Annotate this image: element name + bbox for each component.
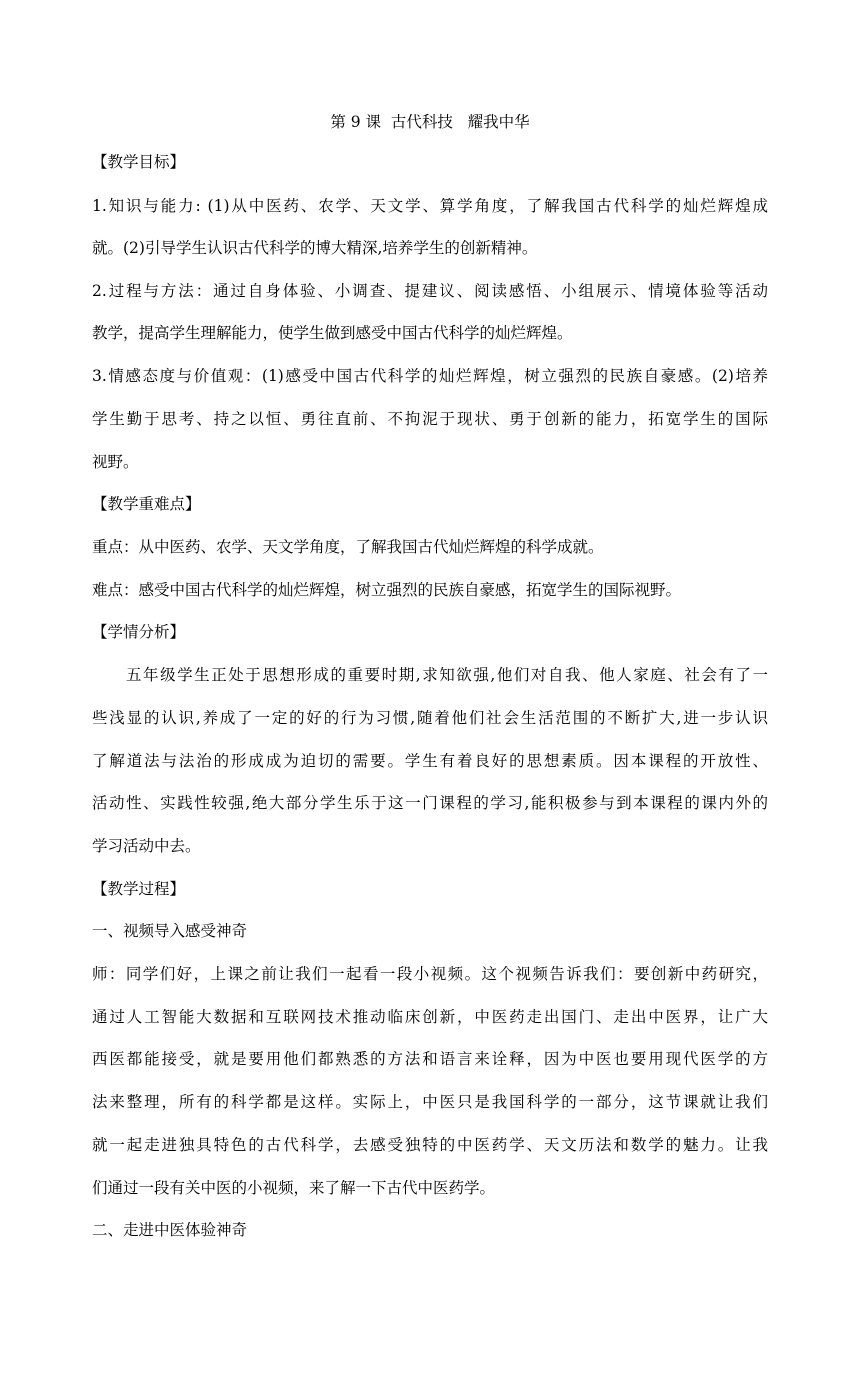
process-line-3: 西医都能接受，就是要用他们都熟悉的方法和语言来诠释，因为中医也要用现代医学的方 [92,1050,768,1068]
process-line-1: 师：同学们好，上课之前让我们一起看一段小视频。这个视频告诉我们：要创新中药研究， [92,965,768,983]
process-line-4: 法来整理，所有的科学都是这样。实际上，中医只是我国科学的一部分，这节课就让我们 [92,1093,768,1111]
goal-1-line-1: 1.知识与能力: (1)从中医药、农学、天文学、算学角度，了解我国古代科学的灿烂辉煌成 [92,197,768,215]
process-line-5: 就一起走进独具特色的古代科学，去感受独特的中医药学、天文历法和数学的魅力。让我 [92,1136,768,1154]
heading-student-analysis: 【学情分析】 [92,623,186,641]
goal-3-line-1: 3.情感态度与价值观：(1)感受中国古代科学的灿烂辉煌，树立强烈的民族自豪感。(2)培养 [92,367,768,385]
difficult-point-text: 难点：感受中国古代科学的灿烂辉煌，树立强烈的民族自豪感，拓宽学生的国际视野。 [92,581,682,599]
analysis-line-4: 活动性、实践性较强,绝大部分学生乐于这一门课程的学习,能积极参与到本课程的课内外的 [92,794,768,812]
process-line-6: 们通过一段有关中医的小视频，来了解一下古代中医药学。 [92,1179,496,1197]
heading-teaching-process: 【教学过程】 [92,880,186,898]
analysis-line-1: 五年级学生正处于思想形成的重要时期,求知欲强,他们对自我、他人家庭、社会有了一 [126,666,768,684]
goal-3-line-3: 视野。 [92,453,139,471]
key-point-text: 重点：从中医药、农学、天文学角度，了解我国古代灿烂辉煌的科学成就。 [92,538,604,556]
lesson-title: 第 9 课 古代科技 耀我中华 [330,113,530,131]
analysis-line-2: 些浅显的认识,养成了一定的好的行为习惯,随着他们社会生活范围的不断扩大,进一步认识 [92,709,768,727]
analysis-line-3: 了解道法与法治的形成成为迫切的需要。学生有着良好的思想素质。因本课程的开放性、 [92,752,768,770]
goal-3-line-2: 学生勤于思考、持之以恒、勇往直前、不拘泥于现状、勇于创新的能力，拓宽学生的国际 [92,410,768,428]
section-2-heading: 二、走进中医体验神奇 [92,1221,248,1239]
heading-teaching-goals: 【教学目标】 [92,153,186,171]
heading-key-points: 【教学重难点】 [92,495,201,513]
goal-2-line-1: 2.过程与方法：通过自身体验、小调查、提建议、阅读感悟、小组展示、情境体验等活动 [92,282,768,300]
goal-2-line-2: 教学，提高学生理解能力，使学生做到感受中国古代科学的灿烂辉煌。 [92,324,573,342]
goal-1-line-2: 就。(2)引导学生认识古代科学的博大精深,培养学生的创新精神。 [92,239,538,257]
analysis-line-5: 学习活动中去。 [92,837,201,855]
section-1-heading: 一、视频导入感受神奇 [92,922,248,940]
process-line-2: 通过人工智能大数据和互联网技术推动临床创新，中医药走出国门、走出中医界，让广大 [92,1008,768,1026]
